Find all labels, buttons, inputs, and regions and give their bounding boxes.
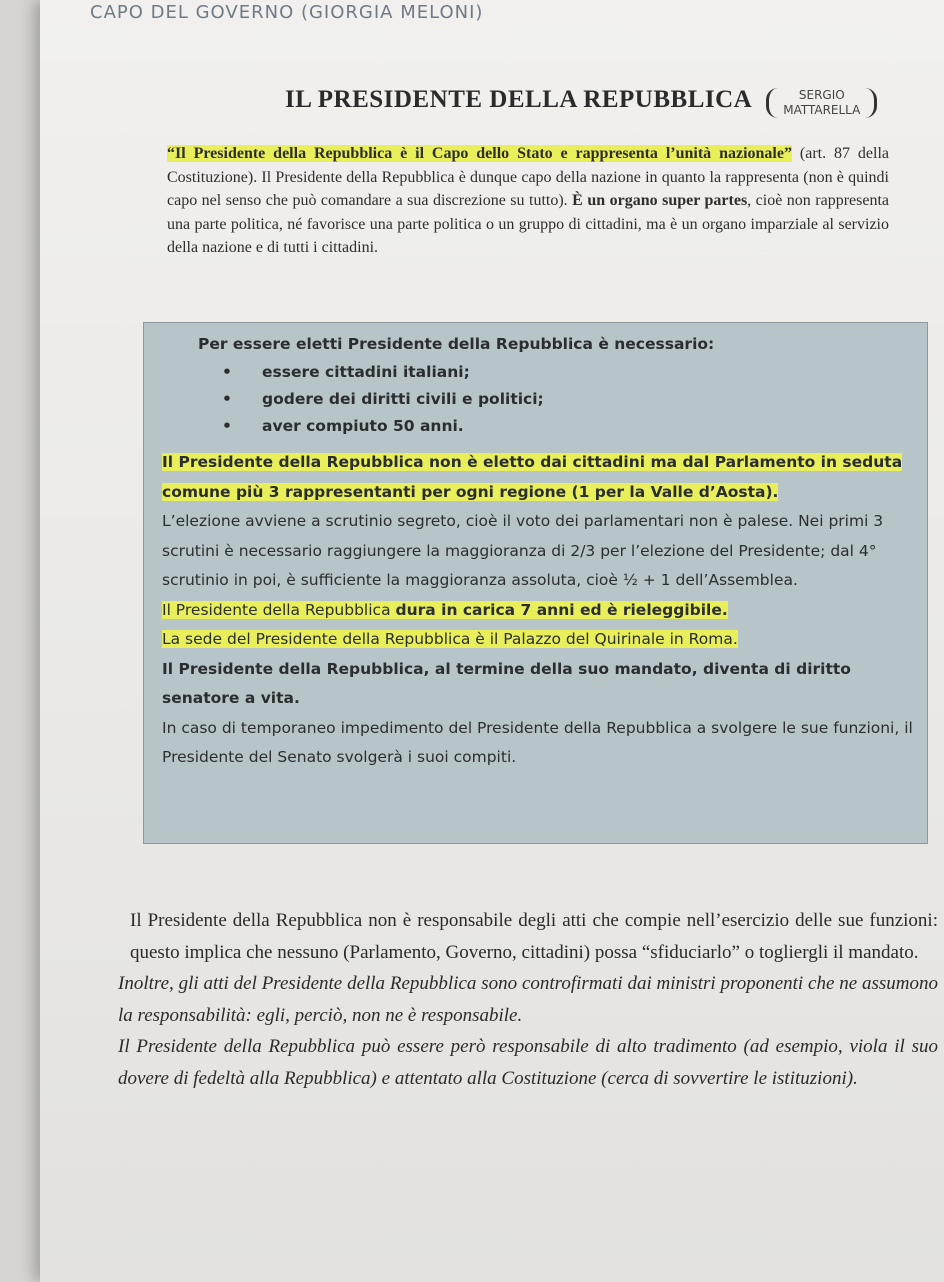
- box-voting-paragraph: L’elezione avviene a scrutinio segreto, cioè il voto dei parlamentari non è palese. Nei primi 3 scrutini è necessario raggiungere la maggioranza di 2/3 per l’elezione del Presidente; dal 4° scrutinio in poi, è sufficiente la maggioranza assoluta, cioè ½ + 1 dell’Assemblea.: [162, 512, 884, 589]
- requirement-item: • essere cittadini italiani;: [162, 359, 913, 386]
- final-paragraph-3: Il Presidente della Repubblica può essere però responsabile di alto tradimento (ad esempio, viola il suo dovere di fedeltà alla Repubblica) e attentato alla Costituzione (cerca di sovvertire le istituzioni).: [118, 1036, 938, 1089]
- handwritten-name-line1: SERGIO: [798, 88, 845, 103]
- intro-paragraph: [167, 142, 889, 260]
- handwritten-name: [766, 88, 877, 118]
- requirements-list: [162, 359, 913, 440]
- box-election-text: Il Presidente della Repubblica non è eletto dai cittadini ma dal Parlamento in seduta comune più 3 rappresentanti per ogni regione (1 per la Valle d’Aosta).: [162, 453, 903, 501]
- title-row: [285, 86, 877, 118]
- box-term-bold: dura in carica 7 anni ed è rieleggibile.: [395, 600, 728, 619]
- box-election-paragraph: [162, 448, 913, 507]
- box-seat-text: La sede del Presidente della Repubblica è il Palazzo del Quirinale in Roma.: [162, 630, 738, 648]
- handwritten-note-top: CAPO DEL GOVERNO (GIORGIA MELONI): [90, 2, 484, 23]
- box-seat-paragraph: [162, 625, 913, 655]
- final-paragraph-1: Il Presidente della Repubblica non è responsabile degli atti che compie nell’esercizio delle sue funzioni: questo implica che nessuno (Parlamento, Governo, cittadini) possa “sfiduciarlo” o togliergli il mandato.: [130, 910, 938, 963]
- box-senator-paragraph: Il Presidente della Repubblica, al termine della suo mandato, diventa di diritto senatore a vita.: [162, 659, 851, 707]
- document-page: [40, 0, 944, 1282]
- intro-emphasis: È un organo super partes: [572, 192, 748, 209]
- requirement-item: • aver compiuto 50 anni.: [162, 413, 913, 440]
- box-term-paragraph: [162, 596, 913, 626]
- info-box: [143, 322, 928, 844]
- handwritten-name-line2: MATTARELLA: [783, 103, 861, 118]
- requirement-item: • godere dei diritti civili e politici;: [162, 386, 913, 413]
- box-heading: Per essere eletti Presidente della Repubblica è necessario:: [198, 335, 715, 353]
- final-section: [118, 905, 938, 1094]
- box-body: [162, 448, 913, 773]
- final-paragraph-2: Inoltre, gli atti del Presidente della Repubblica sono controfirmati dai ministri proponenti che ne assumono la responsabilità: egli, perciò, non ne è responsabile.: [118, 973, 938, 1026]
- intro-text-1: (art. 87 della Costituzione). Il Presidente della Repubblica è dunque capo della nazione in quanto la rappresenta (non è quindi capo nel senso che può comandare a sua discrezione su tutto).: [167, 145, 890, 209]
- page-title: IL PRESIDENTE DELLA REPUBBLICA: [285, 86, 753, 113]
- box-term-pre: Il Presidente della Repubblica: [162, 600, 396, 619]
- intro-text-2: , cioè non rappresenta una parte politica, né favorisce una parte politica o un gruppo di cittadini, ma è un organo imparziale al servizio della nazione e di tutti i cittadini.: [167, 192, 890, 256]
- intro-quote: “Il Presidente della Repubblica è il Capo dello Stato e rappresenta l’unità nazionale”: [167, 145, 792, 162]
- box-impediment-paragraph: In caso di temporaneo impedimento del Presidente della Repubblica a svolgere le sue funzioni, il Presidente del Senato svolgerà i suoi compiti.: [162, 718, 913, 766]
